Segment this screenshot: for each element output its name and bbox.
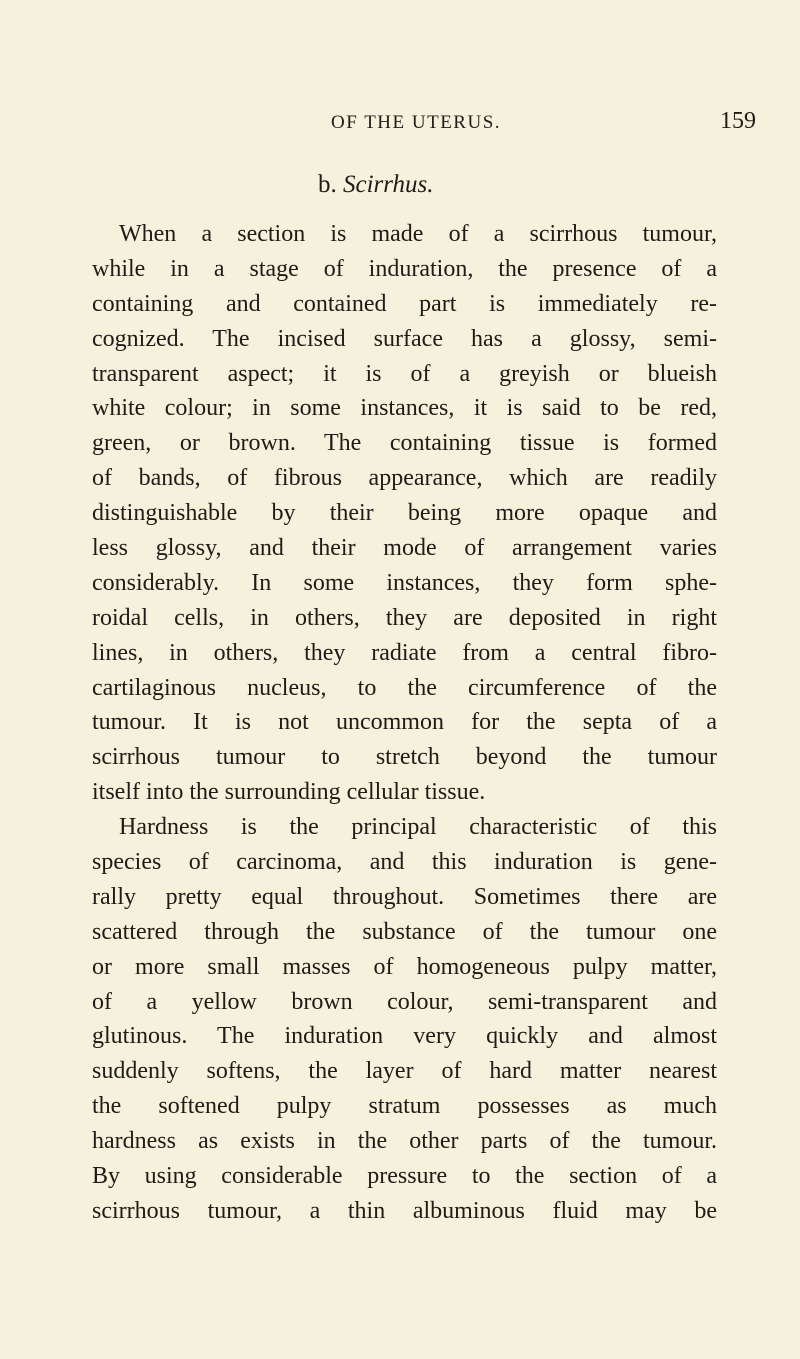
text-line: itself into the surrounding cellular tissue. bbox=[92, 779, 486, 806]
text-line: the softened pulpy stratum possesses as much bbox=[92, 1093, 717, 1120]
text-line: of bands, of fibrous appearance, which are readily bbox=[92, 465, 717, 492]
text-line: considerably. In some instances, they form sphe- bbox=[92, 569, 717, 596]
text-line: roidal cells, in others, they are deposited in right bbox=[92, 604, 717, 631]
text-line: glutinous. The induration very quickly and almost bbox=[92, 1023, 717, 1050]
text-line: while in a stage of induration, the presence of a bbox=[92, 255, 717, 282]
text-line: When a section is made of a scirrhous tumour, bbox=[119, 221, 717, 247]
text-line: scirrhous tumour, a thin albuminous fluid may be bbox=[92, 1197, 717, 1224]
text-line: scattered through the substance of the tumour one bbox=[92, 918, 717, 945]
running-title: OF THE UTERUS. bbox=[331, 112, 502, 133]
text-line: distinguishable by their being more opaque and bbox=[92, 500, 717, 527]
text-line: hardness as exists in the other parts of the tumour. bbox=[92, 1128, 717, 1155]
section-title: Scirrhus. bbox=[343, 171, 434, 198]
text-line: rally pretty equal throughout. Sometimes there are bbox=[92, 883, 717, 910]
body-text bbox=[92, 217, 717, 1229]
text-line: Hardness is the principal characteristic of this bbox=[119, 814, 717, 841]
text-line: scirrhous tumour to stretch beyond the tumour bbox=[92, 744, 717, 771]
section-heading bbox=[318, 171, 434, 199]
text-line: containing and contained part is immediately re- bbox=[92, 290, 717, 317]
text-line: cartilaginous nucleus, to the circumference of the bbox=[92, 674, 717, 701]
text-line: white colour; in some instances, it is said to be red, bbox=[92, 395, 717, 422]
text-line: transparent aspect; it is of a greyish or blueish bbox=[92, 360, 717, 387]
text-line: green, or brown. The containing tissue is formed bbox=[92, 430, 717, 457]
text-line: tumour. It is not uncommon for the septa of a bbox=[92, 709, 717, 736]
text-line: less glossy, and their mode of arrangement varies bbox=[92, 535, 717, 562]
running-header bbox=[0, 108, 800, 138]
text-line: cognized. The incised surface has a glossy, semi- bbox=[92, 325, 717, 352]
text-line: species of carcinoma, and this induration is gene- bbox=[92, 849, 717, 876]
section-label: b. bbox=[318, 171, 337, 198]
text-line: of a yellow brown colour, semi-transparent and bbox=[92, 988, 717, 1015]
text-line: suddenly softens, the layer of hard matter nearest bbox=[92, 1058, 717, 1085]
text-line: or more small masses of homogeneous pulpy matter, bbox=[92, 953, 717, 980]
text-line: By using considerable pressure to the section of a bbox=[92, 1163, 717, 1190]
page-number: 159 bbox=[720, 108, 756, 134]
text-line: lines, in others, they radiate from a central fibro- bbox=[92, 639, 717, 666]
